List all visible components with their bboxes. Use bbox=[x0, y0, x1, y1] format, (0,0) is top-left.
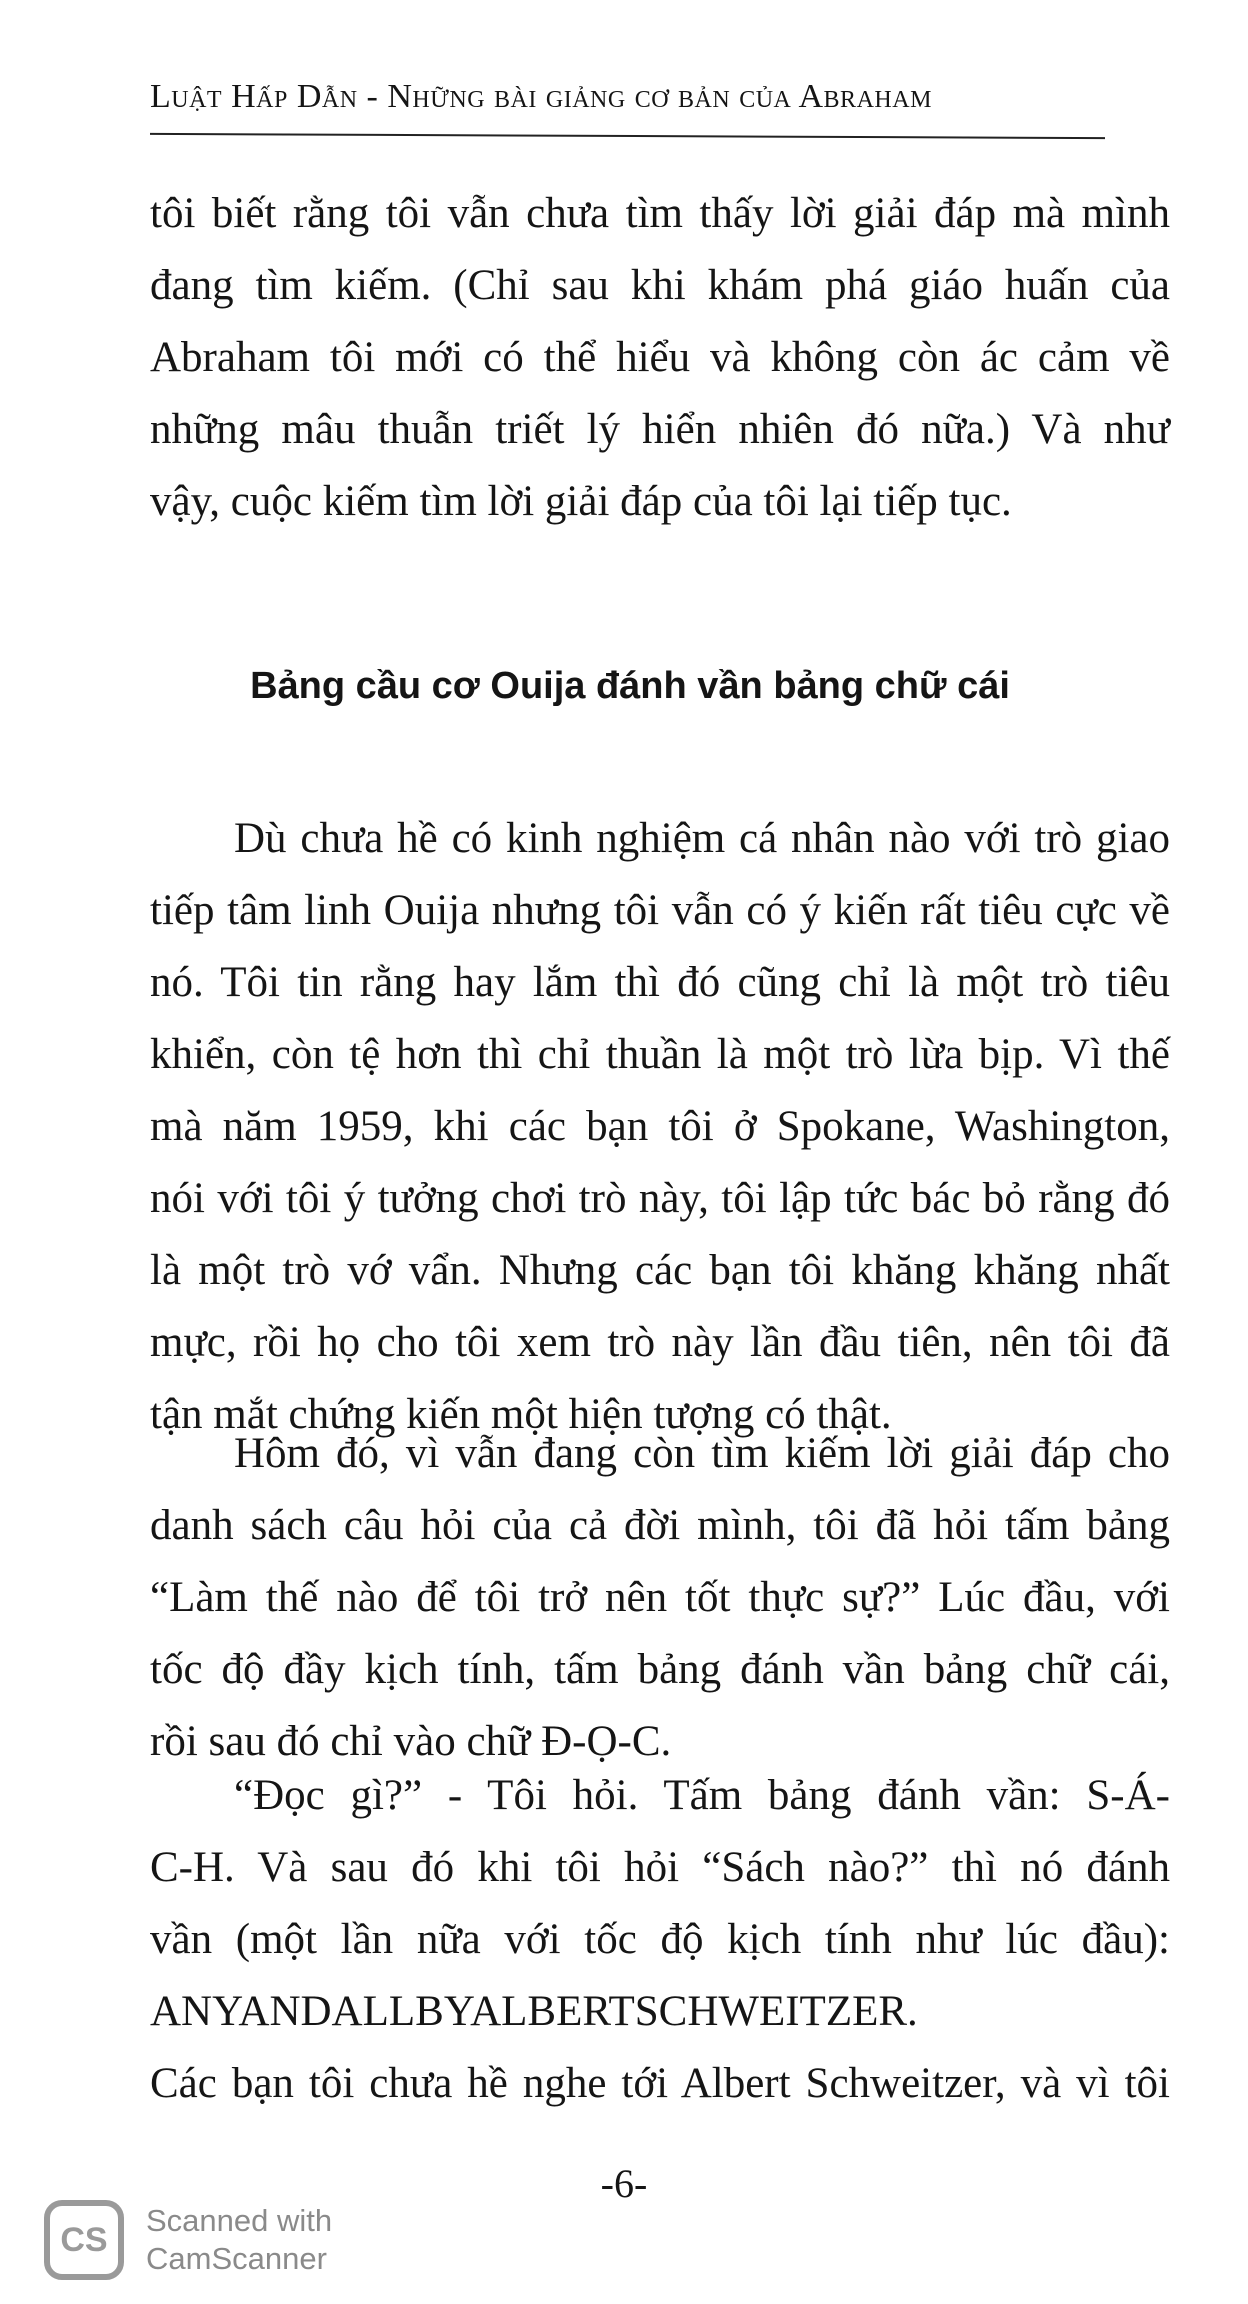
text-line: Dù chưa hề có kinh nghiệm cá nhân nào với trò giao bbox=[234, 815, 1170, 862]
text-line: Các bạn tôi chưa hề nghe tới Albert Schweitzer, và vì tôi bbox=[150, 2060, 1170, 2107]
spelled-text-line: ANYANDALLBYALBERTSCHWEITZER. bbox=[150, 1988, 918, 2035]
text-line: nói với tôi ý tưởng chơi trò này, tôi lập tức bác bỏ rằng đó bbox=[150, 1175, 1170, 1222]
text-line: là một trò vớ vẩn. Nhưng các bạn tôi khăng khăng nhất bbox=[150, 1247, 1170, 1294]
text-line: khiển, còn tệ hơn thì chỉ thuần là một trò lừa bịp. Vì thế bbox=[150, 1031, 1170, 1078]
text-line: tôi biết rằng tôi vẫn chưa tìm thấy lời giải đáp mà mình bbox=[150, 190, 1170, 237]
text-line: tận mắt chứng kiến một hiện tượng có thật. bbox=[150, 1391, 892, 1438]
text-line: mực, rồi họ cho tôi xem trò này lần đầu tiên, nên tôi đã bbox=[150, 1319, 1170, 1366]
watermark-line: CamScanner bbox=[146, 2241, 327, 2276]
text-line: nó. Tôi tin rằng hay lắm thì đó cũng chỉ là một trò tiêu bbox=[150, 959, 1170, 1006]
page-number: -6- bbox=[600, 2161, 648, 2206]
camscanner-watermark bbox=[44, 2200, 332, 2280]
text-line: Abraham tôi mới có thể hiểu và không còn ác cảm về bbox=[150, 334, 1170, 381]
text-line: C-H. Và sau đó khi tôi hỏi “Sách nào?” thì nó đánh bbox=[150, 1844, 1170, 1891]
running-header: Luật Hấp Dẫn - Những bài giảng cơ bản của Abraham bbox=[150, 78, 932, 115]
text-line: những mâu thuẫn triết lý hiển nhiên đó nữa.) Và như bbox=[150, 406, 1170, 453]
text-line: vậy, cuộc kiếm tìm lời giải đáp của tôi lại tiếp tục. bbox=[150, 478, 1012, 525]
text-line: đang tìm kiếm. (Chỉ sau khi khám phá giáo huấn của bbox=[150, 262, 1170, 309]
paragraph bbox=[150, 1760, 1170, 2120]
text-line: tiếp tâm linh Ouija nhưng tôi vẫn có ý kiến rất tiêu cực về bbox=[150, 887, 1170, 934]
text-line: mà năm 1959, khi các bạn tôi ở Spokane, Washington, bbox=[150, 1103, 1170, 1150]
header-rule bbox=[150, 133, 1105, 139]
text-line: Hôm đó, vì vẫn đang còn tìm kiếm lời giải đáp cho bbox=[234, 1430, 1170, 1477]
paragraph bbox=[150, 1418, 1170, 1778]
paragraph-continued bbox=[150, 178, 1170, 538]
paragraph bbox=[150, 803, 1170, 1451]
text-line: danh sách câu hỏi của cả đời mình, tôi đã hỏi tấm bảng bbox=[150, 1502, 1170, 1549]
text-line: “Làm thế nào để tôi trở nên tốt thực sự?” Lúc đầu, với bbox=[150, 1574, 1170, 1621]
watermark-text bbox=[146, 2202, 332, 2278]
watermark-line: Scanned with bbox=[146, 2203, 333, 2238]
text-line: vần (một lần nữa với tốc độ kịch tính như lúc đầu): bbox=[150, 1916, 1170, 1963]
text-line: rồi sau đó chỉ vào chữ Đ-Ọ-C. bbox=[150, 1718, 672, 1765]
camscanner-logo-icon: CS bbox=[44, 2200, 124, 2280]
section-heading: Bảng cầu cơ Ouija đánh vần bảng chữ cái bbox=[250, 665, 1010, 707]
text-line: tốc độ đầy kịch tính, tấm bảng đánh vần bảng chữ cái, bbox=[150, 1646, 1170, 1693]
text-line: “Đọc gì?” - Tôi hỏi. Tấm bảng đánh vần: S-Á- bbox=[234, 1772, 1170, 1819]
